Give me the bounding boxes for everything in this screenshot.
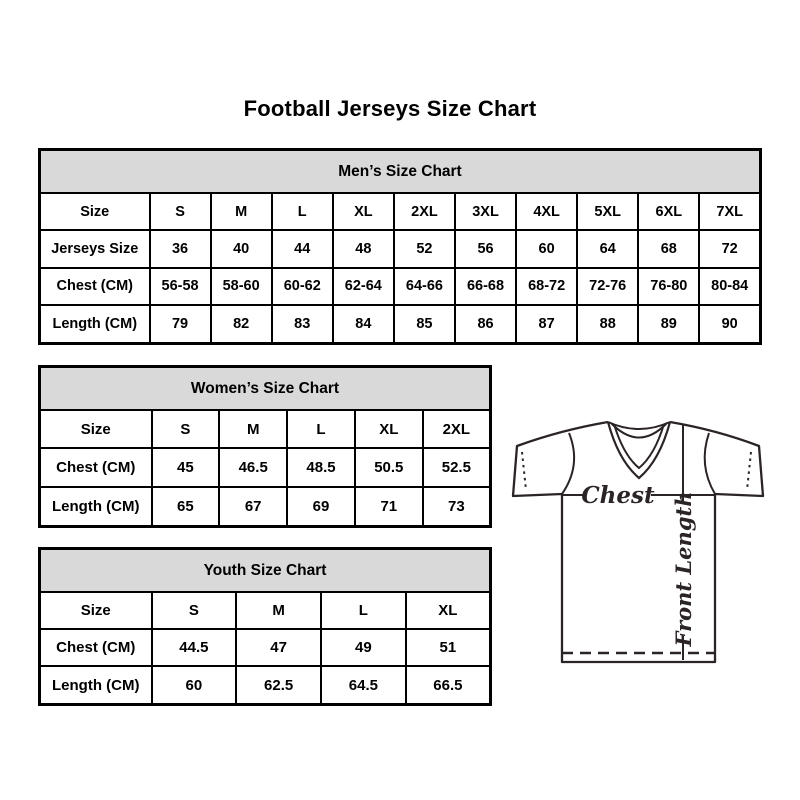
value-cell: M: [211, 193, 272, 230]
value-cell: 89: [638, 305, 699, 343]
value-cell: 62.5: [236, 666, 321, 704]
row-label-cell: Size: [40, 410, 152, 448]
value-cell: 48.5: [287, 448, 355, 486]
value-cell: 69: [287, 487, 355, 527]
table-row: [40, 230, 761, 267]
value-cell: 64-66: [394, 268, 455, 305]
chest-label: Chest: [581, 482, 655, 509]
value-cell: L: [272, 193, 333, 230]
table-row: [40, 487, 491, 527]
row-label-cell: Length (CM): [40, 487, 152, 527]
value-cell: L: [321, 592, 406, 629]
value-cell: 48: [333, 230, 394, 267]
value-cell: 66-68: [455, 268, 516, 305]
value-cell: 4XL: [516, 193, 577, 230]
value-cell: 62-64: [333, 268, 394, 305]
value-cell: 60: [516, 230, 577, 267]
value-cell: 44.5: [152, 629, 237, 666]
value-cell: 40: [211, 230, 272, 267]
value-cell: 49: [321, 629, 406, 666]
value-cell: L: [287, 410, 355, 448]
table-title: Men’s Size Chart: [40, 150, 761, 194]
value-cell: 56: [455, 230, 516, 267]
value-cell: 60-62: [272, 268, 333, 305]
value-cell: 64.5: [321, 666, 406, 704]
value-cell: 65: [152, 487, 220, 527]
value-cell: 90: [699, 305, 760, 343]
value-cell: 84: [333, 305, 394, 343]
mens-size-table: [38, 148, 762, 345]
row-label-cell: Chest (CM): [40, 448, 152, 486]
table-title: Women’s Size Chart: [40, 367, 491, 411]
table-row: [40, 592, 491, 629]
row-label-cell: Length (CM): [40, 666, 152, 704]
value-cell: M: [236, 592, 321, 629]
table-row: [40, 305, 761, 343]
vneck-inner: [614, 424, 664, 468]
value-cell: 68: [638, 230, 699, 267]
value-cell: 79: [150, 305, 211, 343]
value-cell: XL: [406, 592, 491, 629]
right-armhole-seam: [705, 433, 715, 494]
row-label-cell: Length (CM): [40, 305, 150, 343]
value-cell: 82: [211, 305, 272, 343]
value-cell: 72: [699, 230, 760, 267]
value-cell: 47: [236, 629, 321, 666]
value-cell: 66.5: [406, 666, 491, 704]
value-cell: 88: [577, 305, 638, 343]
value-cell: XL: [355, 410, 423, 448]
value-cell: 52.5: [423, 448, 491, 486]
value-cell: 80-84: [699, 268, 760, 305]
left-cuff-dotted-line: [522, 452, 526, 490]
value-cell: 85: [394, 305, 455, 343]
value-cell: 2XL: [394, 193, 455, 230]
value-cell: 3XL: [455, 193, 516, 230]
value-cell: 52: [394, 230, 455, 267]
value-cell: 67: [219, 487, 287, 527]
value-cell: 44: [272, 230, 333, 267]
value-cell: 60: [152, 666, 237, 704]
left-armhole-seam: [562, 433, 574, 494]
vneck-outer: [608, 422, 670, 478]
value-cell: M: [219, 410, 287, 448]
value-cell: 64: [577, 230, 638, 267]
row-label-cell: Jerseys Size: [40, 230, 150, 267]
value-cell: 45: [152, 448, 220, 486]
value-cell: 7XL: [699, 193, 760, 230]
value-cell: 50.5: [355, 448, 423, 486]
table-row: [40, 666, 491, 704]
page-title: Football Jerseys Size Chart: [243, 96, 537, 121]
row-label-cell: Size: [40, 592, 152, 629]
value-cell: 86: [455, 305, 516, 343]
value-cell: 46.5: [219, 448, 287, 486]
value-cell: 72-76: [577, 268, 638, 305]
value-cell: 58-60: [211, 268, 272, 305]
jersey-outline-shape: [513, 422, 763, 662]
value-cell: XL: [333, 193, 394, 230]
youth-size-table: [38, 547, 492, 706]
value-cell: 73: [423, 487, 491, 527]
value-cell: 51: [406, 629, 491, 666]
value-cell: 68-72: [516, 268, 577, 305]
value-cell: S: [150, 193, 211, 230]
value-cell: 71: [355, 487, 423, 527]
table-row: [40, 410, 491, 448]
value-cell: 6XL: [638, 193, 699, 230]
value-cell: 83: [272, 305, 333, 343]
right-cuff-dotted-line: [747, 452, 751, 490]
row-label-cell: Size: [40, 193, 150, 230]
front-length-label: Front Length: [671, 491, 696, 647]
value-cell: S: [152, 592, 237, 629]
table-row: [40, 193, 761, 230]
value-cell: 5XL: [577, 193, 638, 230]
table-row: [40, 268, 761, 305]
value-cell: 36: [150, 230, 211, 267]
value-cell: 76-80: [638, 268, 699, 305]
value-cell: 2XL: [423, 410, 491, 448]
table-row: [40, 448, 491, 486]
table-title: Youth Size Chart: [40, 549, 491, 593]
table-row: [40, 629, 491, 666]
womens-size-table: [38, 365, 492, 528]
row-label-cell: Chest (CM): [40, 268, 150, 305]
jersey-measurement-diagram: [505, 408, 775, 670]
value-cell: S: [152, 410, 220, 448]
value-cell: 56-58: [150, 268, 211, 305]
row-label-cell: Chest (CM): [40, 629, 152, 666]
value-cell: 87: [516, 305, 577, 343]
